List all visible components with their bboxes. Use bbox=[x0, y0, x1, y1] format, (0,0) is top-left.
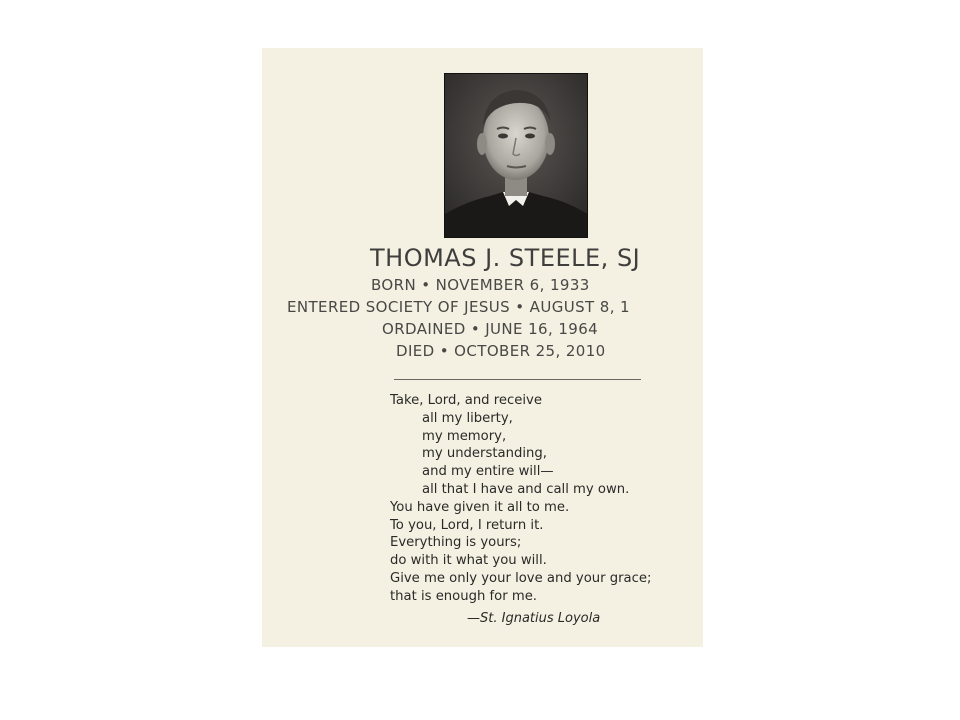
prayer-line: Everything is yours; bbox=[390, 535, 522, 551]
prayer-text bbox=[390, 392, 651, 606]
person-name: THOMAS J. STEELE, SJ bbox=[370, 244, 641, 272]
ordained-date: ORDAINED • JUNE 16, 1964 bbox=[382, 320, 599, 338]
prayer-line: that is enough for me. bbox=[390, 588, 537, 604]
memorial-card bbox=[262, 48, 703, 647]
prayer-line: and my entire will— bbox=[422, 464, 554, 480]
prayer-line: Take, Lord, and receive bbox=[390, 393, 542, 408]
prayer-line: You have given it all to me. bbox=[390, 499, 570, 515]
died-date: DIED • OCTOBER 25, 2010 bbox=[396, 342, 606, 360]
prayer-line: all that I have and call my own. bbox=[422, 481, 630, 497]
prayer-attribution: —St. Ignatius Loyola bbox=[467, 611, 601, 626]
born-date: BORN • NOVEMBER 6, 1933 bbox=[371, 276, 590, 294]
portrait-illustration bbox=[445, 74, 587, 237]
entered-society-date: ENTERED SOCIETY OF JESUS • AUGUST 8, 1 bbox=[287, 298, 630, 316]
divider-line bbox=[394, 379, 641, 380]
prayer-line: To you, Lord, I return it. bbox=[390, 517, 544, 533]
portrait-photo bbox=[444, 73, 588, 238]
prayer-line: my memory, bbox=[422, 428, 507, 444]
prayer-line: do with it what you will. bbox=[390, 553, 547, 569]
prayer-line: all my liberty, bbox=[422, 410, 513, 426]
prayer-line: Give me only your love and your grace; bbox=[390, 570, 652, 586]
prayer-line: my understanding, bbox=[422, 446, 547, 462]
